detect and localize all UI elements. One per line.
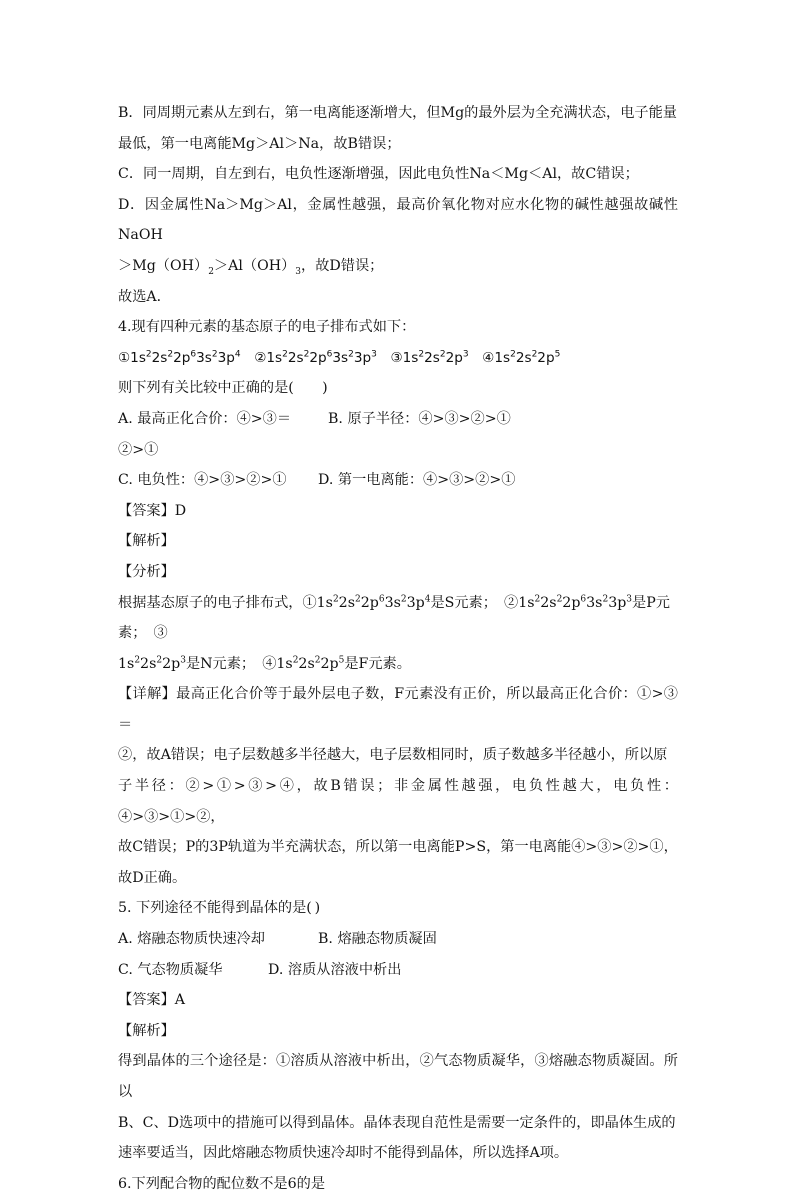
- q4-detail-line3: 子半径：②>①>③>④，故B错误；非金属性越强，电负性越大，电负性：④>③>①>②，: [118, 778, 678, 825]
- q5-analysis-line1: 得到晶体的三个途径是：①溶质从溶液中析出，②气态物质凝华，③熔融态物质凝固。所以: [118, 1053, 678, 1100]
- q4-options-row1: [118, 404, 678, 465]
- page-content: [118, 98, 678, 1199]
- q5-option-c: C. 气态物质凝华: [118, 961, 223, 978]
- q4-option-d: D. 第一电离能：④>③>②>①: [318, 472, 516, 489]
- q4-electron-configurations: [118, 343, 678, 374]
- q5-analysis-line3: 速率要适当，因此熔融态物质快速冷却时不能得到晶体，所以选择A项。: [118, 1145, 569, 1162]
- q4-question: 则下列有关比较中正确的是( ): [118, 380, 328, 397]
- q5-analysis-label: 【解析】: [118, 1022, 175, 1039]
- q3-conclusion: 故选A．: [118, 288, 171, 305]
- q5-analysis-line2: B、C、D选项中的措施可以得到晶体。晶体表现自范性是需要一定条件的，即晶体生成的: [118, 1114, 676, 1131]
- q5-options-row1: [118, 924, 678, 955]
- q3-option-b-explanation-line2: 最低，第一电离能Mg＞Al＞Na，故B错误；: [118, 135, 401, 152]
- q5-option-a: A. 熔融态物质快速冷却: [118, 931, 265, 948]
- q4-options-row2: [118, 465, 678, 496]
- q4-config-2: $②1s^22s^22p^63s^23p^3$: [254, 349, 377, 366]
- q3-option-b-explanation-line1: B．同周期元素从左到右，第一电离能逐渐增大，但Mg的最外层为全充满状态，电子能量: [118, 105, 677, 121]
- q4-detail-line2: ②，故A错误；电子层数越多半径越大，电子层数相同时，质子数越多半径越小，所以原: [118, 747, 668, 764]
- q4-fenxi-line2: $1s^22s^22p^3$是N元素； $④1s^22s^22p^5$是F元素。: [118, 654, 411, 672]
- q3-option-c-explanation: C．同一周期，自左到右，电负性逐渐增强，因此电负性Na＜Mg＜Al，故C错误；: [118, 166, 639, 183]
- q4-answer: 【答案】D: [118, 502, 187, 519]
- q4-option-c: C. 电负性：④>③>②>①: [118, 472, 287, 489]
- q4-stem: 4.现有四种元素的基态原子的电子排布式如下：: [118, 319, 416, 336]
- q4-config-1: $①1s^22s^22p^63s^23p^4$: [118, 349, 241, 366]
- q5-option-b: B. 熔融态物质凝固: [318, 931, 437, 948]
- q5-answer: 【答案】A: [118, 992, 185, 1009]
- q6-stem: 6.下列配合物的配位数不是6的是: [118, 1175, 326, 1192]
- q4-detail-line1: 【详解】最高正化合价等于最外层电子数，F元素没有正价，所以最高正化合价：①>③＝: [118, 686, 678, 733]
- q4-option-a: A. 最高正化合价：④>③＝②>①: [118, 410, 292, 458]
- q5-stem: 5. 下列途径不能得到晶体的是( ): [118, 900, 321, 917]
- q3-option-d-explanation-line2: $>Mg(OH)_2>Al(OH)_3$，故D错误；: [118, 257, 384, 277]
- q4-detail-line4: 故C错误；P的3P轨道为半充满状态，所以第一电离能P>S，第一电离能④>③>②>①，: [118, 839, 678, 856]
- q3-option-d-explanation-line1: D．因金属性Na＞Mg＞Al，金属性越强，最高价氧化物对应水化物的碱性越强故碱性NaOH: [118, 196, 678, 244]
- q4-analysis-label: 【解析】: [118, 533, 175, 550]
- q5-option-d: D. 溶质从溶液中析出: [268, 961, 402, 978]
- q4-config-3: $③1s^22s^22p^3$: [390, 349, 469, 366]
- q4-fenxi-label: 【分析】: [118, 563, 175, 580]
- q5-options-row2: [118, 955, 678, 986]
- q4-fenxi-line1: 根据基态原子的电子排布式，$①1s^22s^22p^63s^23p^4$是S元素； $②1s^22s^22p^63s^23p^3$是P元素； ③: [118, 593, 670, 642]
- q4-detail-line5: 故D正确。: [118, 869, 187, 886]
- q4-option-b: B. 原子半径：④>③>②>①: [328, 410, 511, 427]
- q4-config-4: $④1s^22s^22p^5$: [482, 349, 561, 366]
